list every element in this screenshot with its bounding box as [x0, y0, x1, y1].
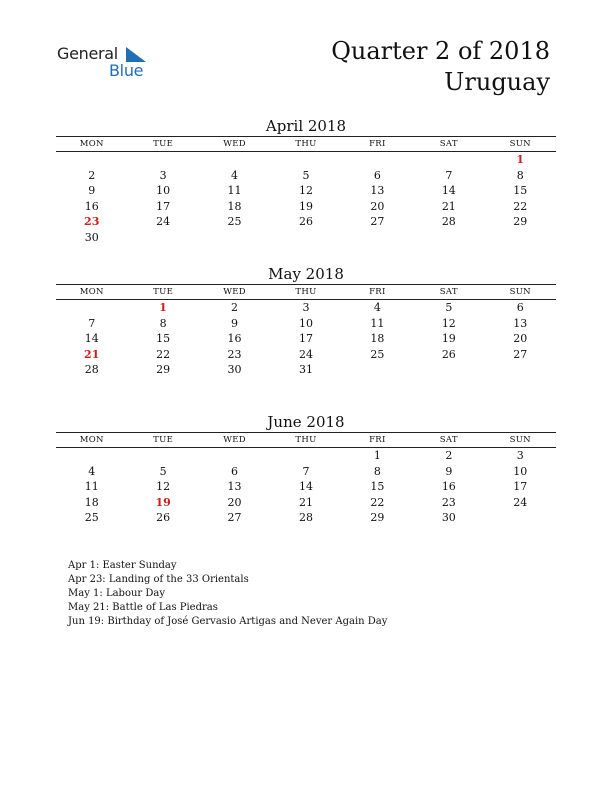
- week-row: [56, 230, 556, 246]
- day-cell: 18: [227, 199, 242, 213]
- weekday-label: THU: [295, 435, 317, 445]
- week-row: [56, 347, 556, 363]
- day-cell: 6: [516, 301, 524, 314]
- day-cell: 14: [441, 184, 456, 198]
- empty-day-cell: [199, 152, 270, 168]
- month-title: April 2018: [265, 117, 347, 135]
- country-name: Uruguay: [444, 68, 550, 96]
- empty-day-cell: [56, 152, 127, 168]
- weekday-label: TUE: [153, 287, 174, 297]
- day-cell: 9: [445, 464, 453, 478]
- week-row: [56, 362, 556, 378]
- day-cell: 4: [88, 464, 96, 478]
- day-cell: 23: [84, 215, 100, 229]
- empty-day-cell: [56, 300, 127, 316]
- month-title: May 2018: [268, 265, 344, 283]
- weekday-label: FRI: [369, 139, 386, 149]
- page-title: Quarter 2 of 2018: [331, 37, 550, 65]
- day-cell: 11: [227, 184, 242, 198]
- day-cell: 27: [227, 511, 242, 525]
- day-cell: 17: [156, 199, 171, 213]
- day-cell: 26: [156, 511, 171, 525]
- day-cell: 16: [84, 199, 99, 213]
- empty-day-cell: [199, 448, 270, 464]
- day-cell: 6: [231, 464, 239, 478]
- day-cell: 8: [516, 168, 524, 182]
- empty-day-cell: [270, 448, 341, 464]
- day-cell: 3: [516, 449, 524, 462]
- empty-day-cell: [127, 448, 198, 464]
- empty-day-cell: [342, 152, 413, 168]
- week-row: [56, 152, 556, 168]
- weekday-label: THU: [295, 139, 317, 149]
- weekday-label: FRI: [369, 287, 386, 297]
- day-cell: 14: [84, 332, 99, 346]
- empty-day-cell: [342, 230, 413, 246]
- day-cell: 9: [88, 184, 96, 198]
- day-cell: 31: [298, 363, 313, 377]
- day-cell: 19: [441, 332, 456, 346]
- empty-day-cell: [270, 152, 341, 168]
- week-row: [56, 464, 556, 480]
- day-cell: 19: [298, 199, 313, 213]
- day-cell: 28: [84, 363, 99, 377]
- weekday-header-row: [56, 284, 556, 300]
- day-cell: 24: [156, 215, 171, 229]
- holiday-note: May 1: Labour Day: [68, 588, 165, 599]
- weekday-label: SUN: [509, 139, 531, 149]
- day-cell: 28: [441, 215, 456, 229]
- day-cell: 12: [298, 184, 313, 198]
- weekday-label: SUN: [509, 287, 531, 297]
- weekday-label: MON: [79, 139, 104, 149]
- weekday-label: TUE: [153, 435, 174, 445]
- week-row: [56, 448, 556, 464]
- day-cell: 2: [445, 449, 453, 462]
- week-row: [56, 183, 556, 199]
- weeks-container: [56, 448, 556, 526]
- day-cell: 20: [513, 332, 528, 346]
- day-cell: 19: [155, 495, 171, 509]
- weeks-container: [56, 300, 556, 378]
- day-cell: 17: [513, 480, 528, 494]
- day-cell: 13: [227, 480, 242, 494]
- logo-word-general: General: [57, 44, 118, 63]
- day-cell: 6: [373, 168, 381, 182]
- day-cell: 5: [445, 301, 453, 314]
- empty-day-cell: [270, 230, 341, 246]
- day-cell: 15: [370, 480, 385, 494]
- day-cell: 10: [156, 184, 171, 198]
- day-cell: 7: [88, 316, 96, 330]
- week-row: [56, 331, 556, 347]
- day-cell: 7: [445, 168, 453, 182]
- empty-day-cell: [199, 230, 270, 246]
- day-cell: 13: [370, 184, 385, 198]
- day-cell: 16: [227, 332, 242, 346]
- day-cell: 7: [302, 464, 310, 478]
- day-cell: 24: [513, 495, 528, 509]
- month-title: June 2018: [267, 413, 345, 431]
- day-cell: 30: [84, 230, 99, 244]
- empty-day-cell: [127, 152, 198, 168]
- day-cell: 12: [441, 316, 456, 330]
- day-cell: 3: [159, 168, 167, 182]
- day-cell: 3: [302, 301, 310, 314]
- day-cell: 10: [298, 316, 313, 330]
- day-cell: 9: [231, 316, 239, 330]
- weekday-label: MON: [79, 287, 104, 297]
- day-cell: 16: [441, 480, 456, 494]
- holiday-note: Apr 23: Landing of the 33 Orientals: [68, 574, 249, 585]
- week-row: [56, 168, 556, 184]
- empty-day-cell: [342, 362, 413, 378]
- weekday-label: TUE: [153, 139, 174, 149]
- day-cell: 28: [298, 511, 313, 525]
- week-row: [56, 510, 556, 526]
- holiday-notes: [68, 559, 387, 629]
- day-cell: 24: [298, 347, 313, 361]
- day-cell: 21: [84, 347, 100, 361]
- day-cell: 15: [513, 184, 528, 198]
- day-cell: 26: [441, 347, 456, 361]
- day-cell: 20: [227, 495, 242, 509]
- weekday-label: WED: [223, 139, 246, 149]
- day-cell: 13: [513, 316, 528, 330]
- weekday-header-row: [56, 136, 556, 152]
- empty-day-cell: [485, 230, 556, 246]
- week-row: [56, 495, 556, 511]
- holiday-note: May 21: Battle of Las Piedras: [68, 602, 218, 613]
- day-cell: 23: [441, 495, 456, 509]
- day-cell: 30: [227, 363, 242, 377]
- weekday-label: SAT: [439, 139, 458, 149]
- generalblue-logo: [57, 44, 157, 84]
- weekday-label: MON: [79, 435, 104, 445]
- day-cell: 27: [513, 347, 528, 361]
- empty-day-cell: [56, 448, 127, 464]
- day-cell: 18: [84, 495, 99, 509]
- month-calendar-april: [56, 116, 556, 246]
- weekday-label: SAT: [439, 435, 458, 445]
- day-cell: 2: [231, 301, 239, 314]
- day-cell: 27: [370, 215, 385, 229]
- day-cell: 21: [441, 199, 456, 213]
- day-cell: 30: [441, 511, 456, 525]
- day-cell: 1: [373, 449, 381, 462]
- weekday-label: WED: [223, 435, 246, 445]
- logo-word-blue: Blue: [109, 61, 144, 80]
- day-cell: 17: [298, 332, 313, 346]
- week-row: [56, 479, 556, 495]
- week-row: [56, 199, 556, 215]
- day-cell: 12: [156, 480, 171, 494]
- day-cell: 29: [156, 363, 171, 377]
- empty-day-cell: [413, 362, 484, 378]
- day-cell: 25: [84, 511, 99, 525]
- day-cell: 22: [156, 347, 171, 361]
- day-cell: 4: [231, 168, 239, 182]
- day-cell: 15: [156, 332, 171, 346]
- week-row: [56, 300, 556, 316]
- day-cell: 10: [513, 464, 528, 478]
- month-calendar-june: [56, 412, 556, 526]
- day-cell: 29: [370, 511, 385, 525]
- weeks-container: [56, 152, 556, 246]
- day-cell: 14: [298, 480, 313, 494]
- day-cell: 26: [298, 215, 313, 229]
- empty-day-cell: [485, 362, 556, 378]
- day-cell: 22: [513, 199, 528, 213]
- weekday-label: THU: [295, 287, 317, 297]
- day-cell: 18: [370, 332, 385, 346]
- day-cell: 5: [159, 464, 167, 478]
- holiday-note: Apr 1: Easter Sunday: [68, 560, 177, 571]
- empty-day-cell: [413, 230, 484, 246]
- day-cell: 1: [516, 153, 525, 166]
- day-cell: 23: [227, 347, 242, 361]
- holiday-note: Jun 19: Birthday of José Gervasio Artigas and Never Again Day: [68, 616, 388, 627]
- weekday-label: SUN: [509, 435, 531, 445]
- title-block: [331, 36, 550, 98]
- day-cell: 21: [298, 495, 313, 509]
- day-cell: 11: [370, 316, 385, 330]
- day-cell: 8: [159, 316, 167, 330]
- day-cell: 1: [159, 301, 167, 314]
- day-cell: 29: [513, 215, 528, 229]
- month-calendar-may: [56, 264, 556, 378]
- day-cell: 25: [227, 215, 242, 229]
- empty-day-cell: [485, 510, 556, 526]
- empty-day-cell: [413, 152, 484, 168]
- day-cell: 5: [302, 168, 310, 182]
- day-cell: 20: [370, 199, 385, 213]
- empty-day-cell: [127, 230, 198, 246]
- week-row: [56, 214, 556, 230]
- day-cell: 11: [84, 480, 99, 494]
- weekday-header-row: [56, 432, 556, 448]
- day-cell: 25: [370, 347, 385, 361]
- day-cell: 2: [88, 168, 96, 182]
- day-cell: 8: [373, 464, 381, 478]
- day-cell: 4: [373, 301, 381, 314]
- day-cell: 22: [370, 495, 385, 509]
- weekday-label: SAT: [439, 287, 458, 297]
- week-row: [56, 316, 556, 332]
- weekday-label: WED: [223, 287, 246, 297]
- weekday-label: FRI: [369, 435, 386, 445]
